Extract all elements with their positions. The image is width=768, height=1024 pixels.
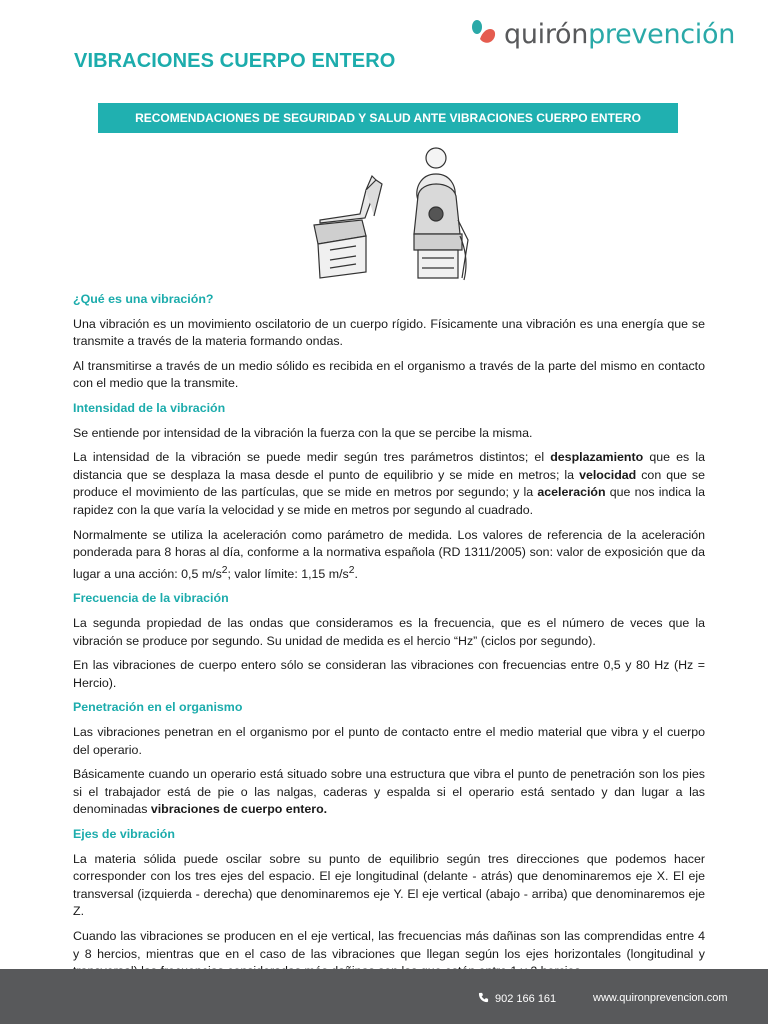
superscript: 2 (348, 564, 355, 576)
superscript: 2 (221, 564, 228, 576)
paragraph: Las vibraciones penetran en el organismo por el punto de contacto entre el medio material que vibra y el cuerpo del operario. (73, 725, 705, 757)
bold-term: aceleración (537, 485, 606, 500)
section-banner: RECOMENDACIONES DE SEGURIDAD Y SALUD ANTE VIBRACIONES CUERPO ENTERO (98, 103, 678, 133)
bold-term: velocidad (579, 467, 637, 482)
section-heading: Ejes de vibración (73, 826, 175, 841)
paragraph: Al transmitirse a través de un medio sólido es recibida en el organismo a través de la parte del mismo en contacto con el medio que la transmite. (73, 358, 705, 391)
section-heading: ¿Qué es una vibración? (73, 292, 214, 306)
bold-term: desplazamiento (550, 450, 644, 465)
phone-icon (478, 992, 489, 1006)
brand-logo (470, 14, 736, 54)
section-heading: Frecuencia de la vibración (73, 591, 229, 606)
seat-illustration (290, 140, 490, 290)
footer-website-link[interactable]: www.quironprevencion.com (593, 992, 728, 1004)
phone-number: 902 166 161 (495, 993, 557, 1005)
page-title: VIBRACIONES CUERPO ENTERO (74, 50, 396, 72)
paragraph: Se entiende por intensidad de la vibración la fuerza con la que se percibe la misma. (73, 425, 533, 440)
text-run: Normalmente se utiliza la aceleración como parámetro de medida. Los valores de referencia de la aceleración ponderada para 8 horas al día, conforme a la normativa española (RD 1311/2005) son: valor de exposición que da lugar a una acción: 0,5 m/s (73, 527, 705, 581)
footer-phone[interactable] (478, 992, 556, 1006)
text-run: que nos indica la rapidez con la que varía la velocidad y se mide en metros por segundo al cuadrado. (73, 485, 705, 517)
section-heading: Penetración en el organismo (73, 700, 243, 715)
brand-logo-icon (470, 17, 498, 51)
text-run: Básicamente cuando un operario está situado sobre una estructura que vibra el punto de penetración son los pies si el trabajador está de pie o las nalgas, caderas y espalda si el operario está sentado y dan lugar a las denominadas (73, 767, 705, 817)
text-run: . (354, 566, 358, 581)
text-run: que es la distancia que se desplaza la masa desde el punto de equilibrio y se mide en metros; la (73, 450, 706, 482)
paragraph: La materia sólida puede oscilar sobre su punto de equilibrio según tres direcciones que podemos hacer corresponder con los tres ejes del espacio. El eje longitudinal (delante - atrás) que denominaremos eje X. El eje transversal (izquierda - derecha) que denominaremos eje Y. El eje vertical (abajo - arriba) que denominaremos eje Z. (73, 851, 705, 919)
section-heading: Intensidad de la vibración (73, 400, 226, 415)
paragraph (73, 527, 705, 584)
text-run: La intensidad de la vibración se puede medir según tres parámetros distintos; el (73, 450, 551, 465)
paragraph (73, 449, 705, 519)
paragraph: En las vibraciones de cuerpo entero sólo se consideran las vibraciones con frecuencias entre 0,5 y 80 Hz (Hz = Hercio). (73, 658, 705, 690)
paragraph: Una vibración es un movimiento oscilatorio de un cuerpo rígido. Físicamente una vibración es una energía que se transmite a través de la materia formando ondas. (73, 316, 705, 349)
paragraph: La segunda propiedad de las ondas que consideramos es la frecuencia, que es el número de veces que la vibración se produce por segundo. Su unidad de medida es el hercio “Hz” (ciclos por segundo). (73, 616, 705, 648)
text-run: con que se produce el movimiento de las partículas, que se mide en metros por segundo; y la (73, 467, 705, 500)
bold-term: vibraciones de cuerpo entero. (150, 802, 328, 817)
main-content (73, 291, 705, 988)
paragraph: Cuando las vibraciones se producen en el eje vertical, las frecuencias más dañinas son las comprendidas entre 4 y 8 hercios, mientras que en el caso de las vibraciones que llegan según los ejes horizontales (longitudinal y (73, 928, 705, 961)
page-footer (0, 969, 768, 1024)
brand-name-part2: prevención (588, 18, 736, 50)
brand-name-part1: quirón (504, 18, 589, 50)
paragraph (73, 766, 705, 819)
text-run: ; valor límite: 1,15 m/s (227, 566, 349, 581)
brand-name (504, 19, 735, 50)
